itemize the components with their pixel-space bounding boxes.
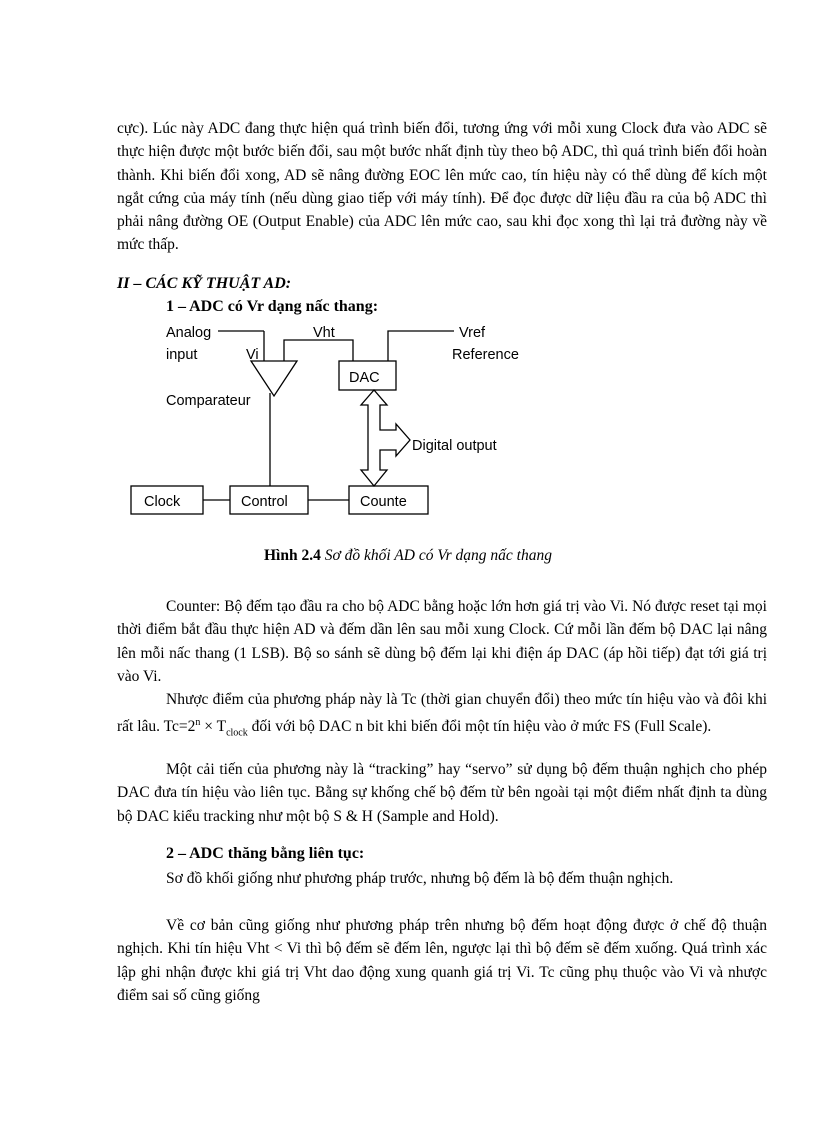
label-reference: Reference xyxy=(452,347,519,363)
subsection-heading-1: 1 – ADC có Vr dạng nấc thang: xyxy=(166,298,379,315)
label-vref: Vref xyxy=(459,325,486,341)
paragraph-block: Sơ đồ khối giống như phương pháp trước, nhưng bộ đếm là bộ đếm thuận nghịch. xyxy=(166,870,674,887)
comparator-triangle xyxy=(251,361,297,396)
figure-caption xyxy=(0,547,816,565)
paragraph-improvement: Một cải tiến của phương này là “tracking” hay “servo” sử dụng bộ đếm thuận nghịch cho phép DAC đưa tín hiệu vào liên tục. Bằng sự khống chế bộ đếm từ bên ngoài tại một điểm nhất định ta dùng bộ DAC kiểu tracking như một bộ S & H (Sample and Hold). xyxy=(117,761,767,825)
label-comparateur: Comparateur xyxy=(166,393,251,409)
paragraph-counter: Counter: Bộ đếm tạo đầu ra cho bộ ADC bằng hoặc lớn hơn giá trị vào Vi. Nó được reset tại mọi thời điểm bắt đầu thực hiện AD và đếm dần lên sau mỗi xung Clock. Cứ mỗi lần đếm bộ DAC lại nâng lên mỗi nấc thang (1 LSB). Bộ so sánh sẽ dùng bộ đếm lại khi điện áp DAC (áp hồi tiếp) đạt tới giá trị vào Vi. xyxy=(117,598,767,685)
disadv-text-b: × T xyxy=(200,718,227,736)
paragraph-basic: Về cơ bản cũng giống như phương pháp trên nhưng bộ đếm hoạt động được ở chế độ thuận nghịch. Khi tín hiệu Vht < Vi thì bộ đếm sẽ đếm lên, ngược lại thì bộ đếm sẽ đếm xuống. Quá trình xác lập ghi nhận được khi giá trị Vht dao động xung quanh giá trị Vi. Tc cũng phụ thuộc vào Vi và nhược điểm sai số cũng giống xyxy=(117,917,767,1004)
label-vi: Vi xyxy=(246,347,259,363)
label-clock: Clock xyxy=(144,494,181,510)
digital-bus-arrow xyxy=(361,390,410,486)
label-analog: Analog xyxy=(166,325,212,341)
subsection-heading-2: 2 – ADC thăng bằng liên tục: xyxy=(166,845,365,862)
label-digital-output: Digital output xyxy=(412,438,497,454)
vref-line xyxy=(388,331,454,361)
disadv-subscript: clock xyxy=(226,727,248,739)
label-counte: Counte xyxy=(360,494,407,510)
block-diagram xyxy=(0,0,816,540)
label-dac: DAC xyxy=(349,370,380,386)
vht-line xyxy=(284,340,353,361)
disadv-superscript: n xyxy=(195,717,201,729)
section-heading: II – CÁC KỸ THUẬT AD: xyxy=(117,275,292,292)
label-input: input xyxy=(166,347,198,363)
label-vht: Vht xyxy=(313,325,335,341)
disadv-text-c: đối với bộ DAC n bit khi biến đổi một tín hiệu vào ở mức FS (Full Scale). xyxy=(247,718,712,736)
figure-caption-text: Sơ đồ khối AD có Vr dạng nấc thang xyxy=(324,547,552,564)
paragraph-disadvantage xyxy=(117,688,767,745)
label-control: Control xyxy=(241,494,288,510)
figure-number: Hình 2.4 xyxy=(264,547,321,564)
paragraph-intro: cực). Lúc này ADC đang thực hiện quá trình biến đổi, tương ứng với mỗi xung Clock đưa vào ADC sẽ thực hiện được một bước biến đổi, sau một bước nhất định tùy theo bộ ADC, thì quá trình biến đổi hoàn thành. Khi biến đổi xong, AD sẽ nâng đường EOC lên mức cao, tín hiệu này có thể dùng để kích một ngắt cứng của máy tính (nếu dùng giao tiếp với máy tính). Để đọc được dữ liệu đầu ra của bộ ADC thì phải nâng đường OE (Output Enable) của ADC lên mức cao, sau khi đọc xong thì lại trả đường này về mức thấp. xyxy=(117,120,767,254)
disadv-text-a: Nhược điểm của phương pháp này là Tc (thời gian chuyển đổi) theo mức tín hiệu vào và đôi khi rất lâu. Tc=2 xyxy=(117,691,767,736)
